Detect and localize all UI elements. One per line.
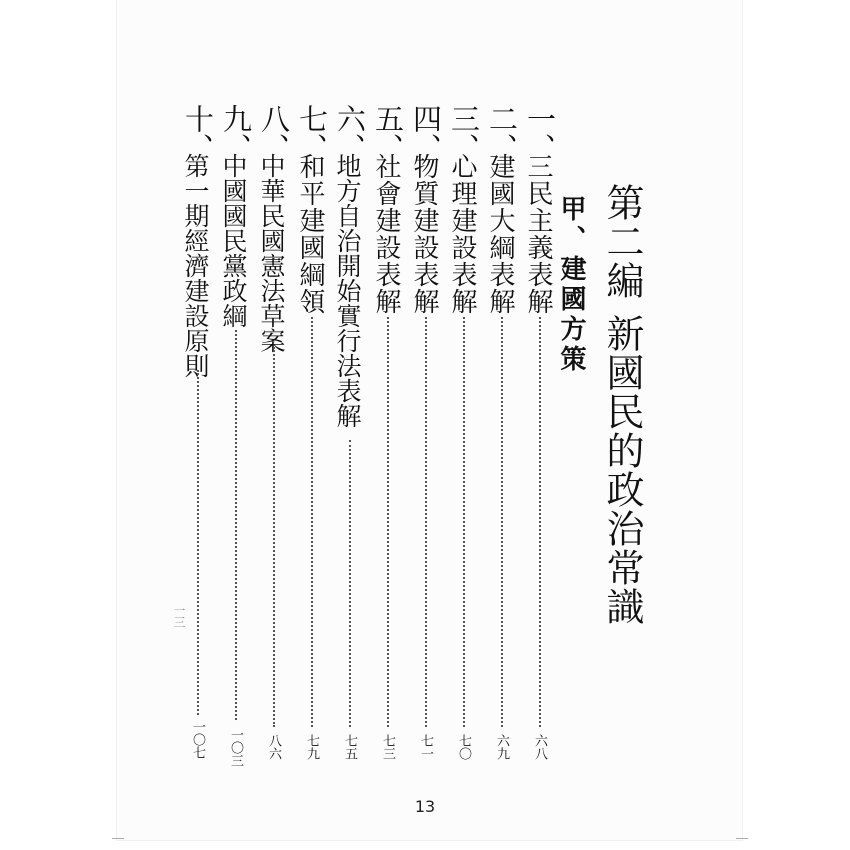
entry-number: 六、 — [333, 104, 367, 162]
crop-mark — [736, 838, 748, 839]
part-heading — [600, 183, 644, 626]
entry-page: 八六 — [266, 734, 281, 760]
entry-page: 七三 — [380, 734, 395, 760]
entry-number: 二、 — [485, 104, 519, 162]
crop-mark — [112, 838, 124, 839]
entry-title: 社會建設表解 — [371, 153, 401, 315]
leader-dots — [387, 317, 389, 727]
leader-dots — [197, 370, 199, 715]
entry-number: 一、 — [523, 104, 557, 162]
entry-number: 七、 — [295, 104, 329, 162]
section-title: 甲、建國方策 — [556, 195, 586, 375]
entry-number: 四、 — [409, 104, 443, 162]
entry-title: 物質建設表解 — [409, 153, 439, 315]
leader-dots — [501, 317, 503, 727]
leader-dots — [311, 317, 313, 727]
leader-dots — [539, 317, 541, 727]
entry-page: 六九 — [494, 734, 509, 760]
folio-number: 一三 — [172, 604, 186, 628]
entry-title: 中國國民黨政綱 — [219, 153, 248, 328]
entry-title: 心理建設表解 — [447, 153, 477, 315]
leader-dots — [349, 440, 351, 727]
part-number: 第二編 — [600, 183, 644, 300]
leader-dots — [235, 330, 237, 720]
entry-page: 七一 — [418, 734, 433, 760]
entry-page: 一〇七 — [190, 720, 205, 759]
entry-title: 中華民國憲法草案 — [257, 153, 286, 353]
entry-page: 七五 — [342, 734, 357, 760]
entry-title: 地方自治開始實行法表解 — [333, 153, 362, 428]
leader-dots — [273, 347, 275, 727]
entry-page: 七九 — [304, 734, 319, 760]
entry-title: 三民主義表解 — [523, 153, 553, 315]
entry-number: 八、 — [257, 104, 291, 162]
entry-page: 六八 — [532, 734, 547, 760]
entry-number: 三、 — [447, 104, 481, 162]
leader-dots — [425, 317, 427, 727]
entry-title: 建國大綱表解 — [485, 153, 515, 315]
entry-title: 和平建國綱領 — [295, 153, 325, 315]
entry-page: 七〇 — [456, 734, 471, 760]
part-subtitle: 新國民的政治常識 — [600, 314, 644, 626]
page-number: 13 — [414, 797, 436, 816]
entry-number: 九、 — [219, 104, 253, 162]
entry-page: 一〇三 — [228, 728, 243, 767]
entry-title: 第一期經濟建設原則 — [181, 153, 210, 378]
entry-number: 五、 — [371, 104, 405, 162]
entry-number: 十、 — [181, 104, 215, 162]
leader-dots — [463, 317, 465, 727]
